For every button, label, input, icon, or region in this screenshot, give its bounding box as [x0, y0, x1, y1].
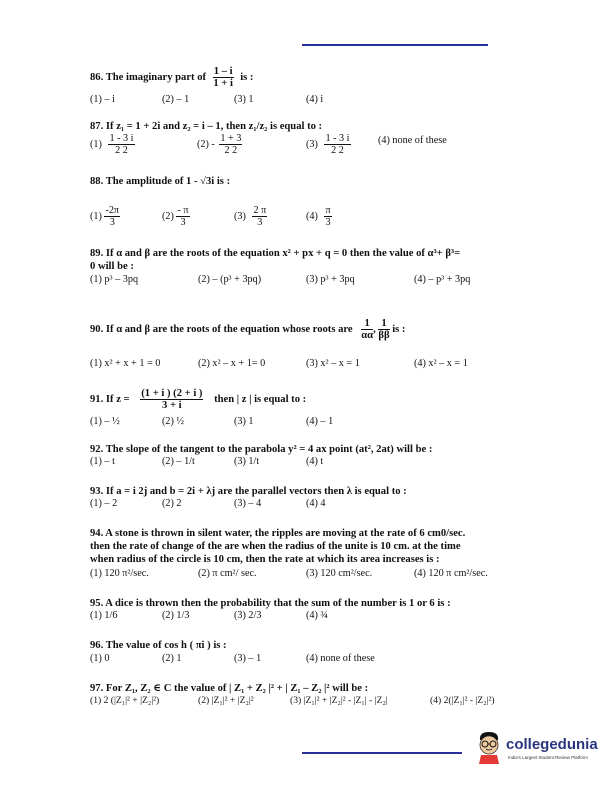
- q94-option-2[interactable]: (2) π cm²/ sec.: [198, 568, 257, 579]
- q95-option-2[interactable]: (2) 1/3: [162, 610, 190, 621]
- q97-option-1[interactable]: (1) 2 (|Z₁|² + |Z₂|²): [90, 695, 160, 706]
- q87-option-2[interactable]: (2) - $\frac{1 + 3}{2 2}$: [197, 133, 242, 156]
- collegedunia-logo: [474, 730, 608, 770]
- q91-option-3[interactable]: (3) 1: [234, 416, 254, 427]
- q92-stem: 92. The slope of the tangent to the parabola y² = 4 ax point (at², 2at) will be :: [90, 444, 433, 455]
- q97-stem: 97. For Z₁, Z₂ ∈ C the value of | Z₁ + Z₂ |² + | Z₁ – Z₂ |² will be :: [90, 683, 369, 694]
- q89-stem-line2: 0 will be :: [90, 261, 134, 272]
- q89-stem-line1: 89. If α and β are the roots of the equation x² + px + q = 0 then the value of α³+ β³=: [90, 248, 461, 259]
- q89-option-2[interactable]: (2) – (p³ + 3pq): [198, 274, 262, 285]
- q96-stem: 96. The value of cos h ( πi ) is :: [90, 640, 227, 651]
- q90-stem: 90. If α and β are the roots of the equation whose roots are $\frac{1}{\alpha\alpha}$ , $\frac{1}{\beta\beta}$ is :: [90, 318, 406, 341]
- q94-option-4[interactable]: (4) 120 π cm²/sec.: [414, 568, 488, 579]
- q93-option-4[interactable]: (4) 4: [306, 498, 326, 509]
- q87-stem: 87. If z₁ = 1 + 2i and z₂ = i – 1, then z₁/z₂ is equal to :: [90, 121, 323, 132]
- q87-option-1[interactable]: (1) $\frac{1 - 3 i}{2 2}$: [90, 133, 134, 156]
- q97-option-4[interactable]: (4) 2(|Z₁|² - |Z₂|²): [430, 695, 495, 706]
- q97-option-3[interactable]: (3) |Z₁|² + |Z₂|² - |Z₁| - |Z₂|: [290, 695, 388, 706]
- q94-option-1[interactable]: (1) 120 π²/sec.: [90, 568, 149, 579]
- q93-option-1[interactable]: (1) – 2: [90, 498, 118, 509]
- q88-option-4[interactable]: (4) $\frac{\pi}{3}$: [306, 205, 331, 228]
- q89-option-4[interactable]: (4) – p³ + 3pq: [414, 274, 471, 285]
- q94-stem-line3: when radius of the circle is 10 cm, then the rate at which its area increases is :: [90, 554, 440, 565]
- q89-option-1[interactable]: (1) p³ – 3pq: [90, 274, 139, 285]
- q92-option-3[interactable]: (3) 1/t: [234, 456, 260, 467]
- q91-option-2[interactable]: (2) ½: [162, 416, 185, 427]
- q95-option-1[interactable]: (1) 1/6: [90, 610, 118, 621]
- q86-option-4[interactable]: (4) i: [306, 94, 324, 105]
- q88-option-3[interactable]: (3) $\frac{2 \pi}{3}$: [234, 205, 267, 228]
- logo-tagline: India's Largest Student Review Platform: [508, 755, 588, 760]
- q92-option-1[interactable]: (1) – t: [90, 456, 115, 467]
- q86-option-1[interactable]: (1) – i: [90, 94, 115, 105]
- q93-option-3[interactable]: (3) – 4: [234, 498, 262, 509]
- q87-option-4[interactable]: (4) none of these: [378, 135, 447, 146]
- q94-option-3[interactable]: (3) 120 cm²/sec.: [306, 568, 373, 579]
- q86-option-2[interactable]: (2) – 1: [162, 94, 190, 105]
- q93-option-2[interactable]: (2) 2: [162, 498, 182, 509]
- q96-option-1[interactable]: (1) 0: [90, 653, 110, 664]
- q88-option-2[interactable]: (2) $\frac{- \pi}{3}$: [162, 205, 189, 228]
- q95-stem: 95. A dice is thrown then the probability that the sum of the number is 1 or 6 is :: [90, 598, 451, 609]
- header-rule: [302, 44, 488, 46]
- q91-option-4[interactable]: (4) – 1: [306, 416, 334, 427]
- q94-stem-line1: 94. A stone is thrown in silent water, the ripples are moving at the rate of 6 cm0/sec.: [90, 528, 466, 539]
- q87-option-3[interactable]: (3) $\frac{1 - 3 i}{2 2}$: [306, 133, 350, 156]
- q88-option-1[interactable]: (1) $\frac{-2\pi}{3}$: [90, 205, 120, 228]
- q89-option-3[interactable]: (3) p³ + 3pq: [306, 274, 355, 285]
- q90-option-1[interactable]: (1) x² + x + 1 = 0: [90, 358, 161, 369]
- q88-stem: 88. The amplitude of 1 - √3i is :: [90, 176, 231, 187]
- q96-option-2[interactable]: (2) 1: [162, 653, 182, 664]
- q95-option-3[interactable]: (3) 2/3: [234, 610, 262, 621]
- q90-option-2[interactable]: (2) x² – x + 1= 0: [198, 358, 266, 369]
- q92-option-2[interactable]: (2) – 1/t: [162, 456, 195, 467]
- footer-rule: [302, 752, 462, 754]
- q96-option-3[interactable]: (3) – 1: [234, 653, 262, 664]
- logo-wordmark: collegedunia: [506, 736, 598, 753]
- q90-option-3[interactable]: (3) x² – x = 1: [306, 358, 360, 369]
- q86-stem: 86. The imaginary part of $\frac{1 - i}{1 + i}$ is :: [90, 66, 254, 89]
- q96-option-4[interactable]: (4) none of these: [306, 653, 375, 664]
- q95-option-4[interactable]: (4) ¾: [306, 610, 329, 621]
- q90-option-4[interactable]: (4) x² – x = 1: [414, 358, 468, 369]
- q91-stem: 91. If z = $\frac{(1 + i ) (2 + i )}{3 + i}$ then | z | is equal to :: [90, 388, 307, 411]
- mascot-icon: [474, 730, 504, 764]
- q97-option-2[interactable]: (2) |Z₁|² + |Z₂|²: [198, 695, 254, 706]
- q91-option-1[interactable]: (1) – ½: [90, 416, 120, 427]
- q92-option-4[interactable]: (4) t: [306, 456, 324, 467]
- q94-stem-line2: then the rate of change of the are when the radius of the unite is 10 cm. at the time: [90, 541, 461, 552]
- q86-option-3[interactable]: (3) 1: [234, 94, 254, 105]
- q93-stem: 93. If a = i 2j and b = 2i + λj are the parallel vectors then λ is equal to :: [90, 486, 407, 497]
